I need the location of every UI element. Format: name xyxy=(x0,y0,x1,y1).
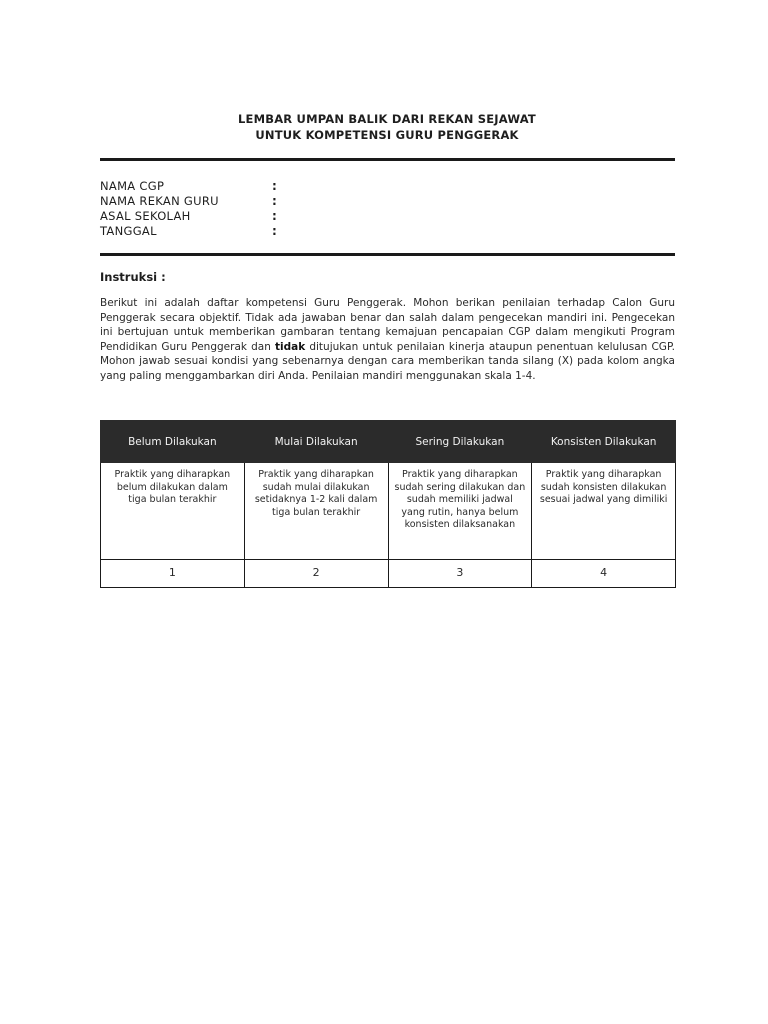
header-rule-top xyxy=(100,158,675,161)
scale-description-1: Praktik yang diharapkan belum dilakukan dalam tiga bulan terakhir xyxy=(101,463,245,560)
scale-description-2: Praktik yang diharapkan sudah mulai dilakukan setidaknya 1-2 kali dalam tiga bulan terakhir xyxy=(244,463,388,560)
form-title xyxy=(100,111,674,143)
scale-option-4[interactable]: 4 xyxy=(532,560,676,588)
scale-header-mulai: Mulai Dilakukan xyxy=(244,421,388,463)
field-label: TANGGAL xyxy=(100,223,157,238)
field-row-nama-rekan-guru xyxy=(100,193,675,208)
scale-option-3[interactable]: 3 xyxy=(388,560,532,588)
scale-option-1[interactable]: 1 xyxy=(101,560,245,588)
field-row-tanggal xyxy=(100,223,675,238)
scale-description-row xyxy=(101,463,676,560)
scale-header-konsisten: Konsisten Dilakukan xyxy=(532,421,676,463)
form-title-line-1: LEMBAR UMPAN BALIK DARI REKAN SEJAWAT xyxy=(238,112,536,126)
field-colon: : xyxy=(272,208,277,223)
instructions-emphasis: tidak xyxy=(275,340,306,353)
scale-number-row xyxy=(101,560,676,588)
instructions-text-before: Berikut ini adalah daftar kompetensi Guru Penggerak. Mohon berikan penilaian terhadap Calon Guru Penggerak secara objektif. Tidak ada jawaban benar dan salah dalam pengecekan mandiri ini. Pengecekan ini bertujuan untuk memberikan gambaran tentang kemajuan pencapaian CGP dalam mengikuti Program Pendidikan Guru Penggerak dan xyxy=(100,297,675,353)
field-label: ASAL SEKOLAH xyxy=(100,208,191,223)
scale-header-belum: Belum Dilakukan xyxy=(101,421,245,463)
field-colon: : xyxy=(272,193,277,208)
header-rule-bottom xyxy=(100,253,675,256)
scale-header-row xyxy=(101,421,676,463)
field-row-asal-sekolah xyxy=(100,208,675,223)
scale-option-2[interactable]: 2 xyxy=(244,560,388,588)
rating-scale-table xyxy=(100,420,676,588)
field-label: NAMA REKAN GURU xyxy=(100,193,219,208)
form-title-line-2: UNTUK KOMPETENSI GURU PENGGERAK xyxy=(255,128,519,142)
scale-header-sering: Sering Dilakukan xyxy=(388,421,532,463)
identity-fields xyxy=(100,178,675,238)
instructions-heading: Instruksi : xyxy=(100,270,166,284)
instructions-text-after: ditujukan untuk penilaian kinerja ataupun penentuan kelulusan CGP. Mohon jawab sesuai kondisi yang sebenarnya dengan cara memberikan tanda silang (X) pada kolom angka yang paling menggambarkan diri Anda. Penilaian mandiri menggunakan skala 1-4. xyxy=(100,340,675,382)
field-row-nama-cgp xyxy=(100,178,675,193)
instructions-paragraph xyxy=(100,296,675,384)
field-colon: : xyxy=(272,223,277,238)
scale-description-4: Praktik yang diharapkan sudah konsisten dilakukan sesuai jadwal yang dimiliki xyxy=(532,463,676,560)
field-label: NAMA CGP xyxy=(100,178,165,193)
field-colon: : xyxy=(272,178,277,193)
scale-description-3: Praktik yang diharapkan sudah sering dilakukan dan sudah memiliki jadwal yang rutin, hanya belum konsisten dilaksanakan xyxy=(388,463,532,560)
